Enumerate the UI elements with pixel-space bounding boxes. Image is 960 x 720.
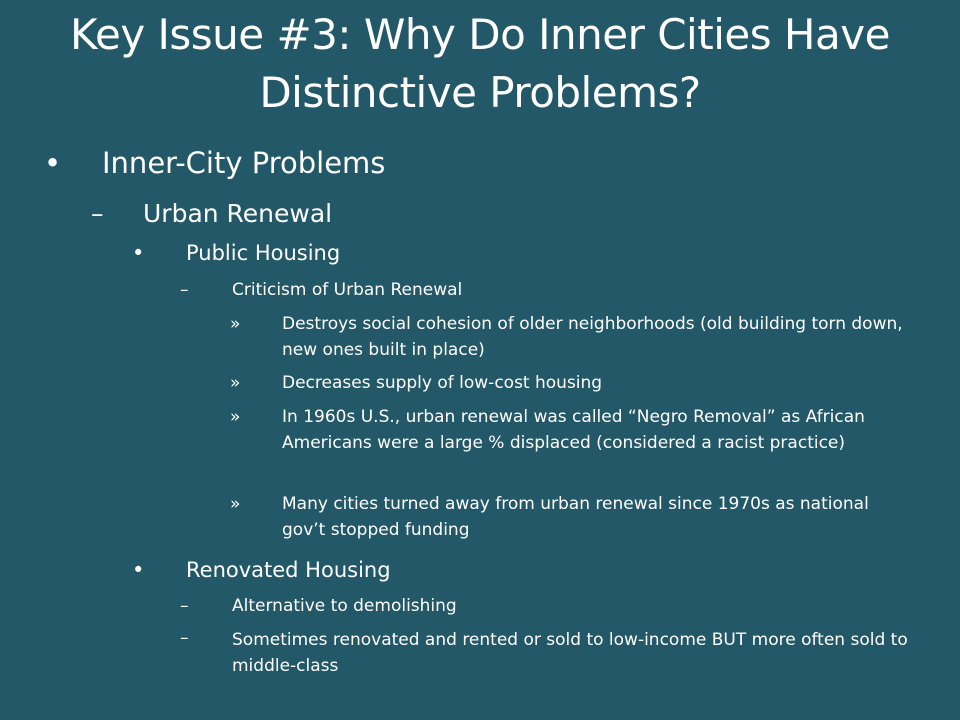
sub-item-negro-removal: In 1960s U.S., urban renewal was called “Negro Removal” as African Americans were a large % displaced (considered a racist practice) [282,407,865,453]
bullet-inner-city-problems: Inner-City Problems [102,146,386,180]
bullet-criticism: Criticism of Urban Renewal [232,280,463,300]
sub-item-funding-stopped: Many cities turned away from urban renewal since 1970s as national gov’t stopped funding [282,494,869,540]
chevron-marker: » [230,494,241,514]
bullet-urban-renewal: Urban Renewal [143,199,333,228]
sub-item-low-cost-housing: Decreases supply of low-cost housing [282,373,603,393]
bullet-marker: • [132,241,145,265]
chevron-marker: » [230,373,241,393]
renovated-item-middle-class: Sometimes renovated and rented or sold to low-income BUT more often sold to middle-class [232,630,908,676]
chevron-marker: » [230,407,241,427]
dash-marker: – [180,280,189,300]
dash-marker: – [91,199,104,228]
bullet-renovated-housing: Renovated Housing [186,558,391,582]
sub-item-social-cohesion: Destroys social cohesion of older neighborhoods (old building torn down, new ones built in place) [282,314,903,360]
bullet-marker: • [44,146,62,180]
dash-marker: – [180,628,189,648]
bullet-public-housing: Public Housing [186,241,341,265]
slide-title: Key Issue #3: Why Do Inner Cities Have Distinctive Problems? [70,10,890,117]
chevron-marker: » [230,314,241,334]
renovated-item-alternative: Alternative to demolishing [232,596,457,616]
dash-marker: – [180,596,189,616]
bullet-marker: • [132,558,145,582]
